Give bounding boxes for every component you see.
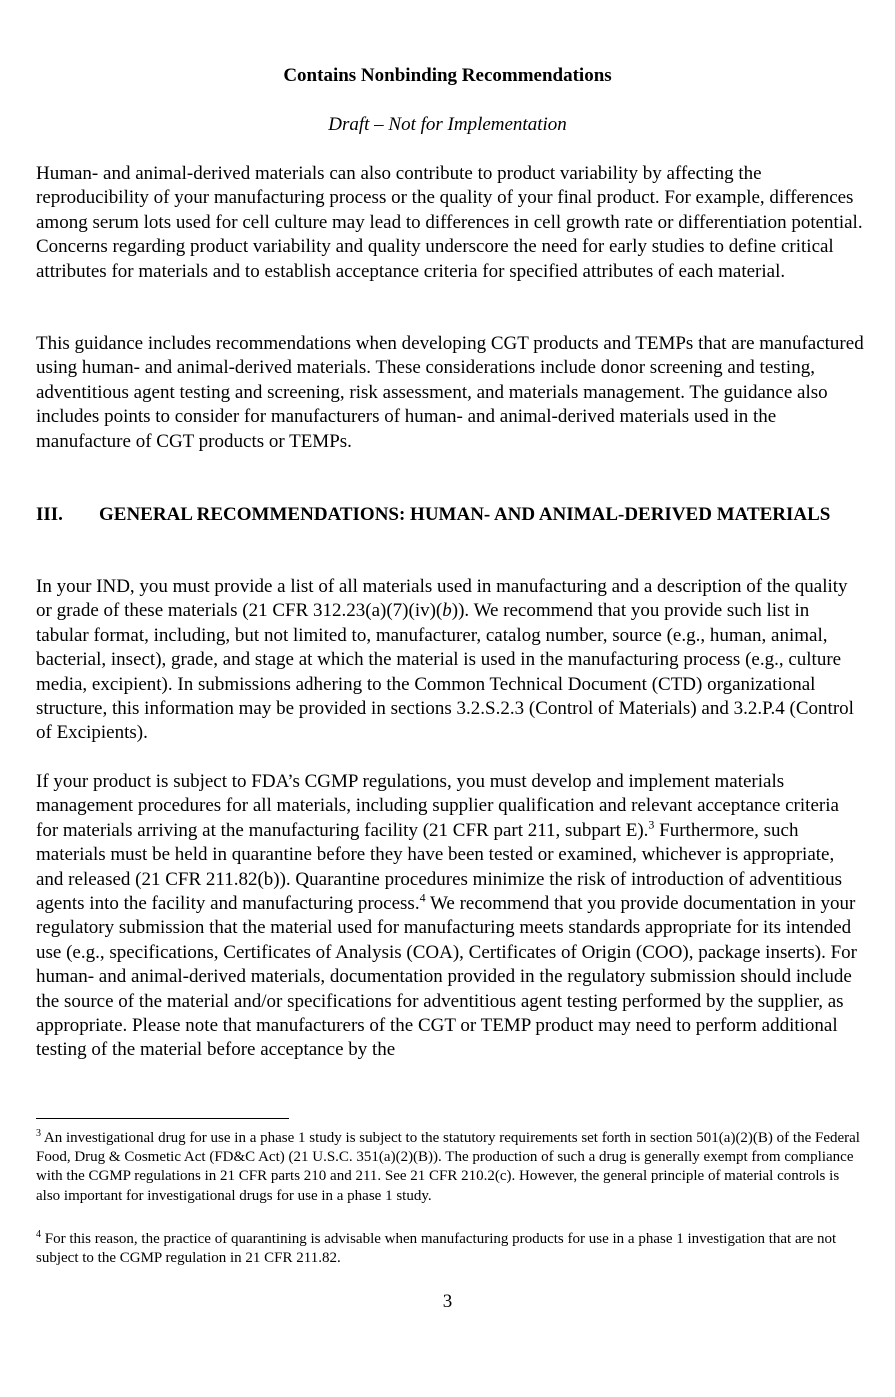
paragraph-ind-materials xyxy=(36,575,864,746)
cgmp-text-part3: We recommend that you provide documentation in your regulatory submission that the material used for manufacturing meets standards appropriate for its intended use (e.g., specifications, Certificates of Analysis (COA), Certificates of Origin (COO), package inserts). For human- and animal-derived materials, documentation provided in the regulatory submission should include the source of the material and/or specifications for adventitious agent testing performed by the supplier, as appropriate. Please note that manufacturers of the CGT or TEMP product may need to perform additional testing of the material before acceptance by the xyxy=(36,893,857,1061)
footnote-ref-4[interactable]: 4 xyxy=(419,890,426,905)
footnote-3 xyxy=(36,1129,864,1206)
footnote-divider xyxy=(36,1118,289,1119)
ind-text-after: )). We recommend that you provide such list in tabular format, including, but not limited to, manufacturer, catalog number, source (e.g., human, animal, bacterial, insect), grade, and stage at which the material is used in the manufacturing process (e.g., culture media, excipient). In submissions adhering to the Common Technical Document (CTD) organizational structure, this information may be provided in sections 3.2.S.2.3 (Control of Materials) and 3.2.P.4 (Control of Excipients). xyxy=(36,600,854,744)
footnote-4-text: For this reason, the practice of quarantining is advisable when manufacturing products for use in a phase 1 investigation that are not subject to the CGMP regulation in 21 CFR 211.82. xyxy=(36,1231,837,1267)
footnote-3-text: An investigational drug for use in a phase 1 study is subject to the statutory requirements set forth in section 501(a)(2)(B) of the Federal Food, Drug & Cosmetic Act (FD&C Act) (21 U.S.C. 351(a)(2)(B)). The production of such a drug is generally exempt from compliance with the CGMP regulations in 21 CFR parts 210 and 211. See 21 CFR 210.2(c). However, the general principle of material controls is also important for investigational drugs for use in a phase 1 study. xyxy=(36,1130,860,1204)
footnote-ref-3[interactable]: 3 xyxy=(648,817,655,832)
footnote-4 xyxy=(36,1230,864,1268)
ind-text-italic-b: b xyxy=(442,600,452,622)
paragraph-guidance-scope: This guidance includes recommendations when developing CGT products and TEMPs that are manufactured using human- and animal-derived materials. These considerations include donor screening and testing, adventitious agent testing and screening, risk assessment, and materials management. The guidance also includes points to consider for manufacturers of human- and animal-derived materials used in the manufacture of CGT products or TEMPs. xyxy=(36,333,864,452)
page-header-title: Contains Nonbinding Recommendations xyxy=(283,65,612,86)
cgmp-text-part1: If your product is subject to FDA’s CGMP regulations, you must develop and implement materials management procedures for all materials, including supplier qualification and relevant acceptance criteria for materials arriving at the manufacturing facility (21 CFR part 211, subpart E). xyxy=(36,771,839,841)
footnote-3-marker: 3 xyxy=(36,1128,41,1139)
cgmp-text-part2: Furthermore, such materials must be held in quarantine before they have been tested or examined, whichever is appropriate, and released (21 CFR 211.82(b)). Quarantine procedures minimize the risk of introduction of adventitious agents into the facility and manufacturing process. xyxy=(36,819,843,915)
footnote-4-marker: 4 xyxy=(36,1229,41,1240)
section-heading xyxy=(36,503,864,527)
paragraph-variability: Human- and animal-derived materials can also contribute to product variability by affecting the reproducibility of your manufacturing process or the quality of your final product. For example, differences among serum lots used for cell culture may lead to differences in cell growth rate or differentiation potential. Concerns regarding product variability and quality underscore the need for early studies to define critical attributes for materials and to establish acceptance criteria for specified attributes of each material. xyxy=(36,163,863,282)
paragraph-cgmp-regulations xyxy=(36,770,864,1063)
section-title: GENERAL RECOMMENDATIONS: HUMAN- AND ANIMAL-DERIVED MATERIALS xyxy=(99,504,831,525)
section-number: III. xyxy=(36,504,63,525)
ind-text-before: In your IND, you must provide a list of all materials used in manufacturing and a description of the quality or grade of these materials (21 CFR 312.23(a)(7)(iv)( xyxy=(36,576,848,622)
page-header-subtitle: Draft – Not for Implementation xyxy=(328,114,567,135)
page-number: 3 xyxy=(442,1291,453,1312)
